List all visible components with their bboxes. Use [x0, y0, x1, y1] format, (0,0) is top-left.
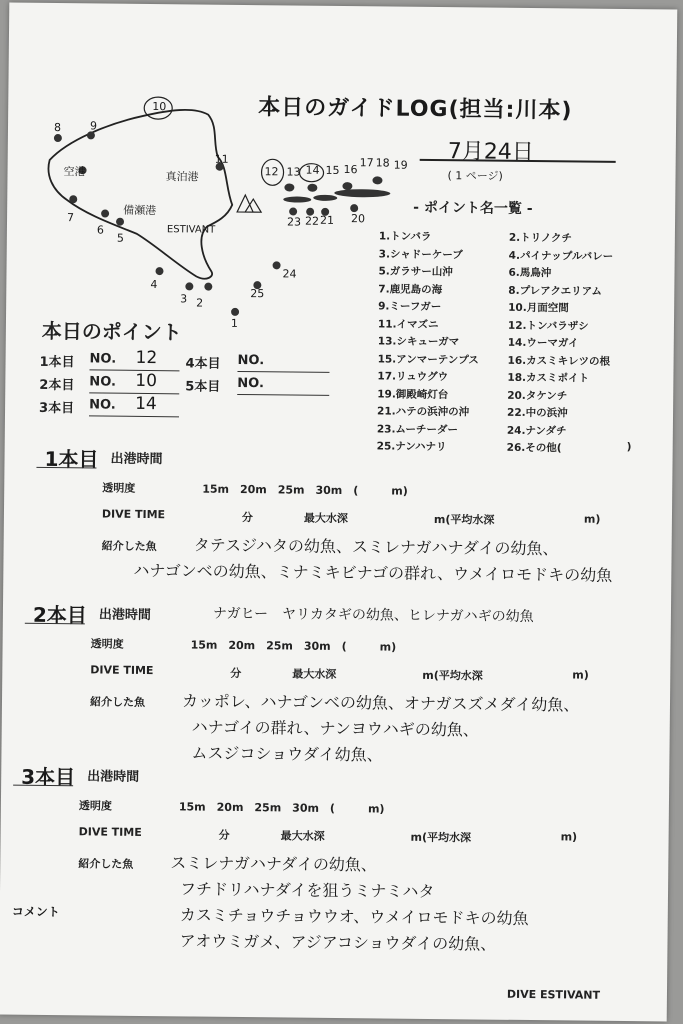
map-number-13: 13 — [286, 165, 301, 179]
point-list-item: 1.トンバラ — [378, 230, 432, 243]
point-list-item: 9.ミーフガー — [378, 300, 442, 314]
visibility-label: 透明度 — [78, 799, 112, 813]
dive-slot-label: 5本目 — [185, 379, 221, 395]
departure-label: 出港時間 — [110, 451, 163, 468]
dive-slot-value: 12 — [135, 347, 158, 369]
dive-slot-value: 10 — [135, 370, 158, 392]
dive-section-head: 1本目 — [44, 446, 99, 472]
avg-depth-label: m(平均水深 — [422, 668, 483, 683]
footer-shop: DIVE ESTIVANT — [506, 987, 601, 1002]
dive-time-unit: 分 — [218, 828, 230, 842]
map-number-10: 10 — [152, 100, 167, 114]
map-number-6: 6 — [96, 223, 105, 237]
fish-line: タテスジハタの幼魚、スミレナガハナダイの幼魚、 — [193, 535, 559, 559]
map-number-19: 19 — [393, 158, 408, 172]
log-sheet — [0, 3, 677, 1022]
point-list-item: 15.アンマーテンプス — [377, 352, 479, 366]
fish-line: アオウミガメ、アジアコショウダイの幼魚、 — [179, 931, 497, 954]
map-number-4: 4 — [150, 278, 158, 292]
map-label-port1: 空港 — [63, 165, 86, 179]
max-depth-label: 最大水深 — [292, 667, 337, 681]
map-number-11: 11 — [214, 152, 229, 166]
dive-slot-no: NO. — [237, 375, 265, 392]
map-number-17: 17 — [359, 156, 374, 170]
point-list-item: 23.ムーチーダー — [376, 422, 459, 436]
avg-depth-close: m) — [572, 668, 589, 682]
dive-slot-underline — [237, 371, 329, 373]
point-list-item: 26.その他( — [506, 441, 562, 455]
visibility-options: 15m 20m 25m 30m ( m) — [202, 482, 408, 498]
dive-section-head: 3本目 — [21, 764, 76, 790]
point-list-item: 6.馬鳥沖 — [508, 266, 552, 280]
departure-label: 出港時間 — [87, 769, 140, 785]
point-list-item: 20.タケンチ — [507, 389, 568, 402]
map-number-25: 25 — [250, 287, 265, 301]
fish-line: カッポレ、ハナゴンベの幼魚、オナガスズメダイ幼魚、 — [181, 691, 580, 715]
page-number: ( 1 ページ) — [447, 169, 503, 183]
map-number-18: 18 — [375, 156, 390, 170]
map-number-24: 24 — [282, 267, 297, 281]
visibility-label: 透明度 — [90, 637, 124, 651]
point-list-item: 16.カスミキレツの根 — [507, 354, 611, 368]
max-depth-label: 最大水深 — [280, 829, 325, 843]
avg-depth-close: m) — [560, 830, 578, 844]
dive-slot-value: 14 — [135, 393, 157, 415]
dive-slot-label: 1本目 — [39, 354, 75, 371]
map-number-12: 12 — [264, 165, 279, 179]
map-label-port3: 備瀬港 — [123, 203, 157, 218]
departure-label: 出港時間 — [98, 607, 151, 624]
dive-slot-no: NO. — [89, 374, 117, 390]
fish-label: 紹介した魚 — [101, 539, 157, 554]
dive-slot-no: NO. — [89, 397, 116, 413]
point-list-item: 22.中の浜沖 — [506, 406, 568, 420]
map-number-22: 22 — [304, 214, 320, 228]
fish-line: フチドリハナダイを狙うミナミハタ — [179, 879, 435, 902]
map-number-23: 23 — [286, 215, 302, 229]
dive-slot-label: 4本目 — [185, 356, 221, 372]
point-list-paren-close: ) — [626, 441, 632, 454]
map-number-21: 21 — [319, 213, 335, 227]
dive-slot-underline — [237, 394, 329, 396]
visibility-options: 15m 20m 25m 30m ( m) — [178, 800, 385, 816]
page-title: 本日のガイドLOG(担当:川本) — [258, 95, 573, 124]
point-list-item: 3.シャドーケーブ — [378, 247, 463, 261]
log-date: 7月24日 — [447, 139, 534, 166]
fish-label: 紹介した魚 — [78, 857, 134, 871]
point-list-title: - ポイント名一覧 - — [413, 199, 533, 218]
dive-time-label: DIVE TIME — [101, 507, 166, 522]
point-list-item: 10.月面空間 — [508, 301, 569, 315]
dive-slot-label: 3本目 — [38, 400, 75, 417]
avg-depth-label: m(平均水深 — [433, 513, 495, 527]
dive-slot-no: NO. — [89, 351, 117, 367]
dive-slot-no: NO. — [237, 352, 265, 369]
map-number-8: 8 — [53, 121, 62, 135]
point-list-item: 13.シキューガマ — [377, 335, 460, 349]
fish-line: ハナゴンベの幼魚、ミナミキビナゴの群れ、ウメイロモドキの幼魚 — [133, 560, 613, 585]
map-label-port2: 真泊港 — [165, 170, 199, 184]
avg-depth-label: m(平均水深 — [410, 830, 472, 845]
fish-line: ムスジコショウダイ幼魚、 — [191, 743, 383, 765]
point-list-item: 7.鹿児島の海 — [378, 282, 443, 296]
dive-time-label: DIVE TIME — [78, 825, 142, 839]
map-number-5: 5 — [116, 231, 124, 245]
point-list-item: 11.イマズニ — [377, 317, 439, 331]
point-list-item: 21.ハテの浜沖の沖 — [376, 405, 470, 419]
dive-section-head: 2本目 — [32, 602, 87, 628]
fish-label: 紹介した魚 — [89, 695, 146, 709]
point-list-item: 17.リュウグウ — [377, 370, 449, 384]
point-list-item: 5.ガラサー山沖 — [378, 265, 453, 279]
map-number-9: 9 — [89, 119, 98, 133]
dive-time-label: DIVE TIME — [90, 663, 154, 678]
comment-label: コメント — [11, 904, 60, 920]
map-number-16: 16 — [343, 163, 358, 177]
fish-line: スミレナガハナダイの幼魚、 — [170, 853, 377, 875]
point-list-item: 19.御殿崎灯台 — [377, 387, 449, 401]
point-list-item: 2.トリノクチ — [508, 231, 573, 245]
map-label-shop: ESTIVANT — [166, 224, 216, 236]
map-number-7: 7 — [66, 211, 75, 225]
map-number-3: 3 — [180, 292, 188, 306]
point-list-item: 24.ナンダチ — [506, 424, 567, 437]
point-list-item: 25.ナンハナリ — [376, 440, 447, 454]
dive-slot-label: 2本目 — [39, 377, 75, 394]
map-number-14: 14 — [305, 163, 320, 177]
fish-line: ハナゴイの群れ、ナンヨウハギの幼魚、 — [191, 717, 479, 740]
map-number-1: 1 — [230, 316, 239, 330]
max-depth-label: 最大水深 — [303, 511, 348, 526]
dive-time-unit: 分 — [241, 510, 254, 525]
visibility-options: 15m 20m 25m 30m ( m) — [190, 638, 397, 654]
map-number-15: 15 — [325, 163, 340, 177]
point-list-item: 14.ウーマガイ — [507, 336, 579, 350]
dive-time-unit: 分 — [230, 666, 242, 680]
today-points-title: 本日のポイント — [41, 318, 182, 345]
map-number-20: 20 — [351, 212, 366, 226]
map-number-2: 2 — [196, 296, 204, 310]
point-list-item: 12.トンバラザシ — [507, 319, 589, 333]
dive-slot-underline — [89, 415, 179, 417]
point-list-item: 8.プレアクエリアム — [508, 284, 603, 298]
departure-value: ナガヒー ヤリカタギの幼魚、ヒレナガハギの幼魚 — [212, 605, 534, 626]
avg-depth-close: m) — [583, 512, 601, 526]
visibility-label: 透明度 — [102, 481, 136, 495]
point-list-item: 4.パイナップルバレー — [508, 249, 614, 263]
point-list-item: 18.カスミポイト — [507, 371, 590, 385]
fish-line: カスミチョウチョウウオ、ウメイロモドキの幼魚 — [179, 905, 529, 929]
